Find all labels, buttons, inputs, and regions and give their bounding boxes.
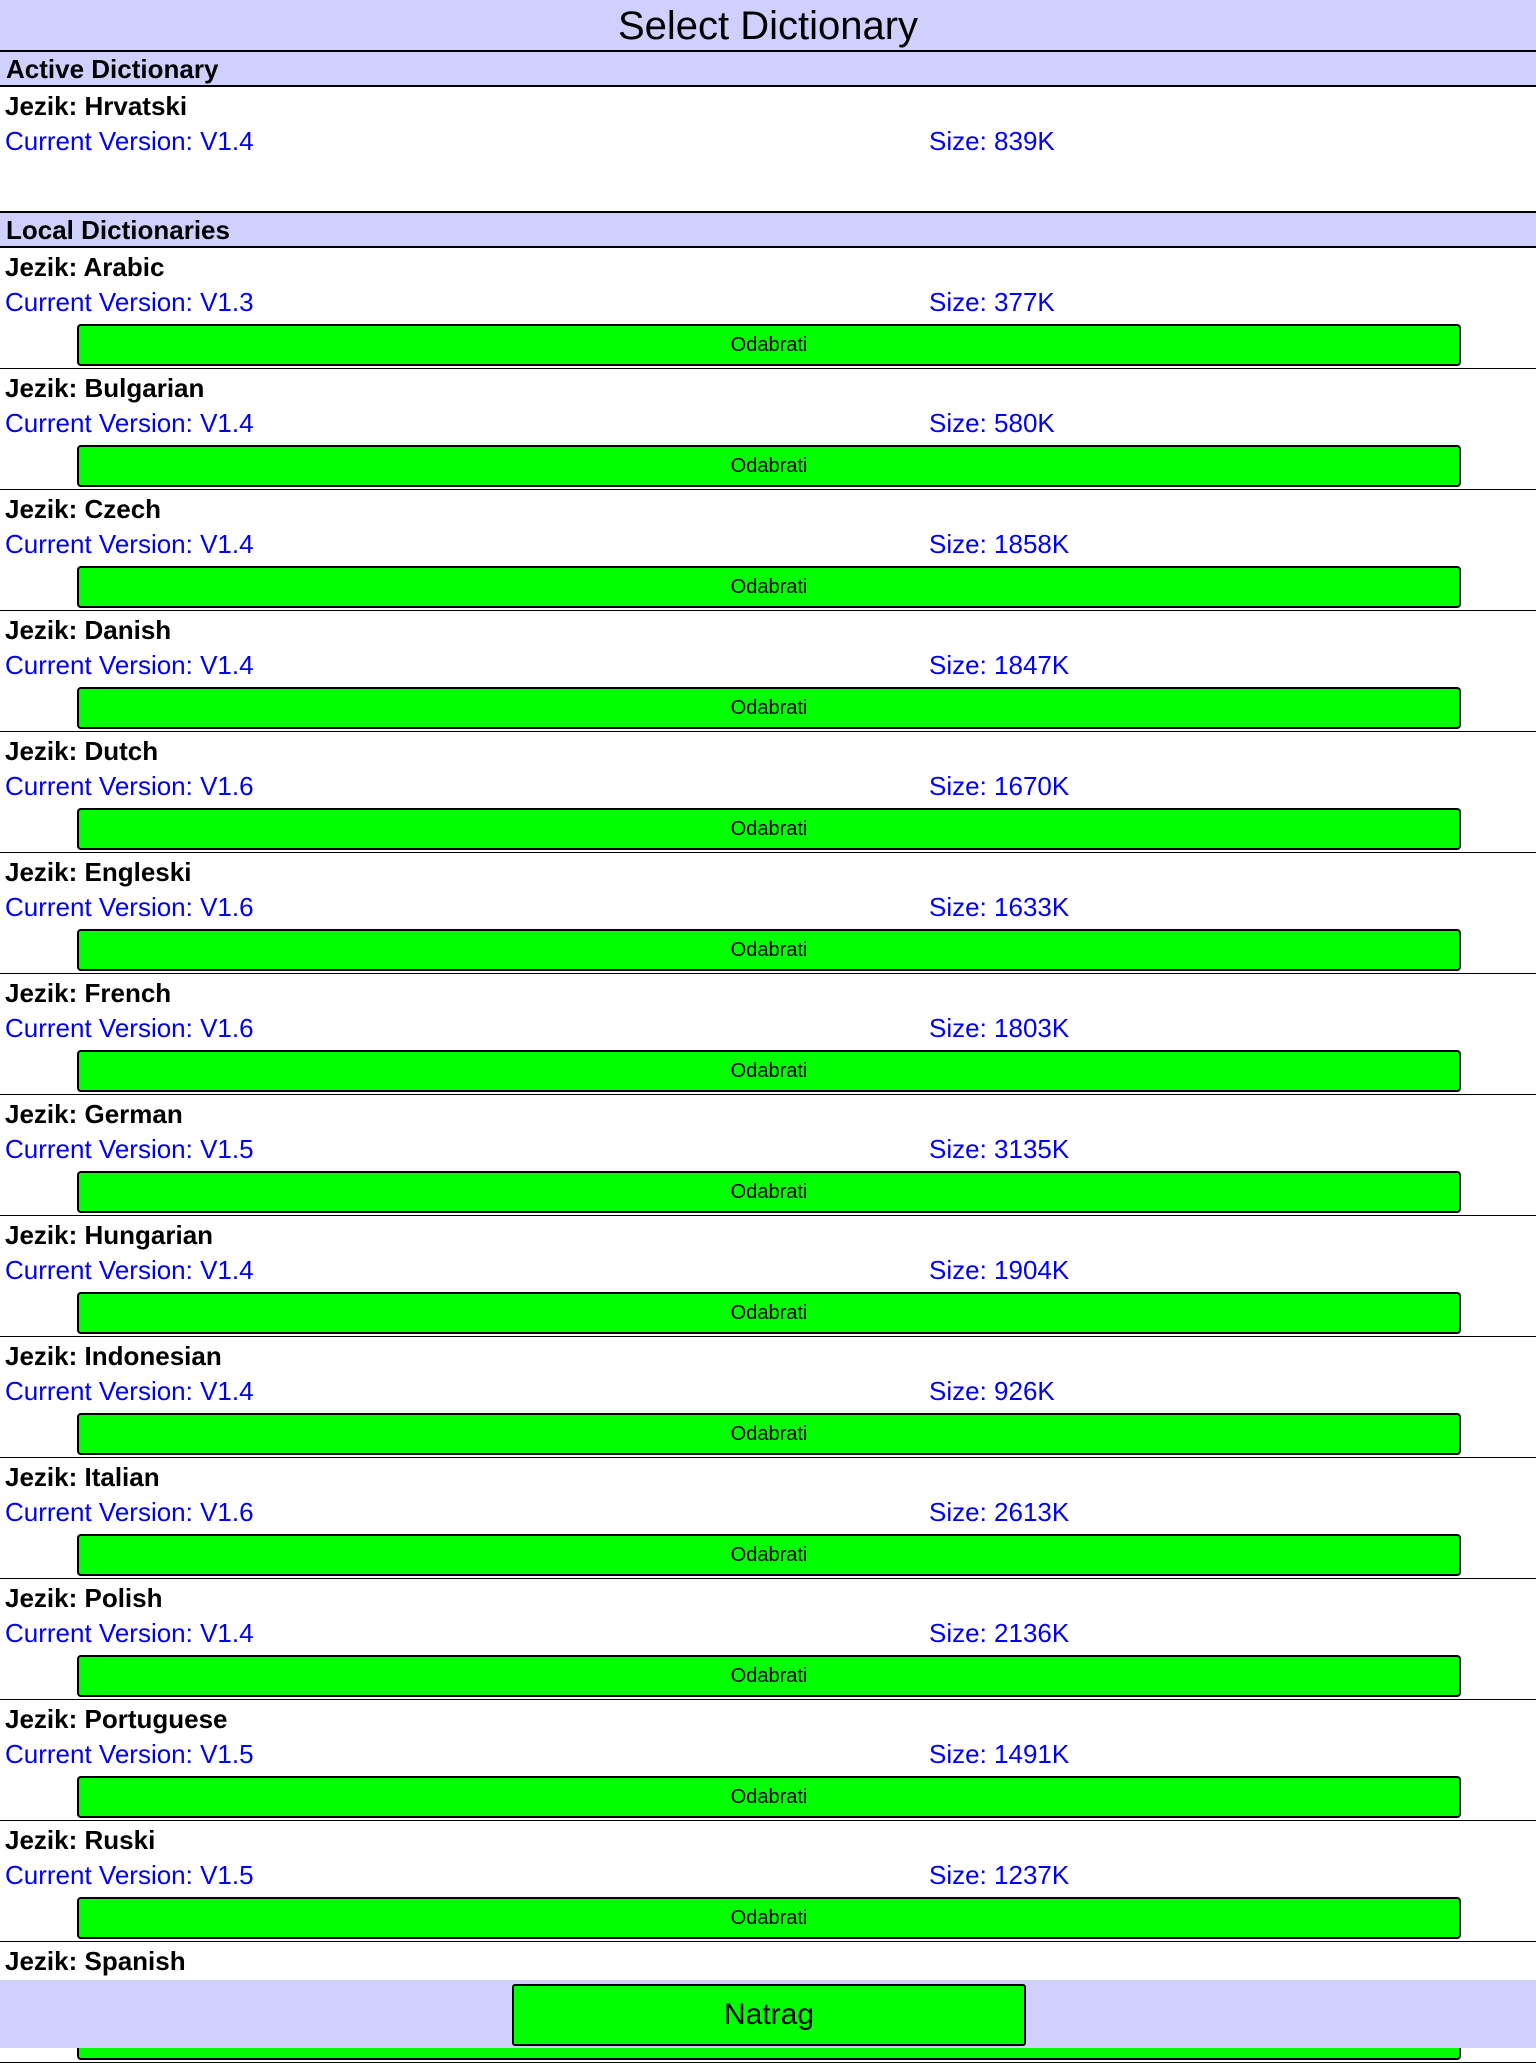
dictionary-version: Current Version: V1.6 (5, 1497, 254, 1527)
dictionary-size: Size: 1670K (929, 771, 1070, 801)
local-dictionaries-header: Local Dictionaries (0, 213, 1536, 248)
select-dictionary-button[interactable]: Odabrati (77, 1050, 1461, 1092)
dictionary-language: Jezik: Indonesian (5, 1341, 222, 1371)
dictionary-version: Current Version: V1.5 (5, 1860, 254, 1890)
dictionary-size: Size: 2136K (929, 1618, 1070, 1648)
back-button[interactable]: Natrag (512, 1984, 1026, 2046)
dictionary-version: Current Version: V1.4 (5, 1255, 254, 1285)
dictionary-entry (0, 1216, 1536, 1337)
dictionary-language: Jezik: Ruski (5, 1825, 156, 1855)
dictionary-language: Jezik: Engleski (5, 857, 192, 887)
active-dictionary-entry (0, 87, 1536, 213)
select-dictionary-button[interactable]: Odabrati (77, 808, 1461, 850)
select-dictionary-button[interactable]: Odabrati (77, 1171, 1461, 1213)
local-dictionaries-list (0, 248, 1536, 2063)
dictionary-language: Jezik: Danish (5, 615, 172, 645)
dictionary-list[interactable] (0, 52, 1536, 1980)
dictionary-entry (0, 1337, 1536, 1458)
dictionary-language: Jezik: Bulgarian (5, 373, 205, 403)
dictionary-version: Current Version: V1.6 (5, 892, 254, 922)
dictionary-size: Size: 1847K (929, 650, 1070, 680)
dictionary-version: Current Version: V1.5 (5, 1134, 254, 1164)
dictionary-size: Size: 1633K (929, 892, 1070, 922)
dictionary-size: Size: 1491K (929, 1739, 1070, 1769)
dictionary-language: Jezik: Polish (5, 1583, 163, 1613)
dictionary-version: Current Version: V1.4 (5, 126, 254, 156)
dictionary-language: Jezik: Hrvatski (5, 91, 188, 121)
dictionary-language: Jezik: French (5, 978, 172, 1008)
active-dictionary-header: Active Dictionary (0, 52, 1536, 87)
dictionary-entry (0, 369, 1536, 490)
dictionary-version: Current Version: V1.4 (5, 529, 254, 559)
dictionary-entry (0, 853, 1536, 974)
select-dictionary-button[interactable]: Odabrati (77, 1292, 1461, 1334)
dictionary-version: Current Version: V1.5 (5, 1739, 254, 1769)
dictionary-language: Jezik: Hungarian (5, 1220, 214, 1250)
dictionary-language: Jezik: Arabic (5, 252, 165, 282)
select-dictionary-button[interactable]: Odabrati (77, 1655, 1461, 1697)
dictionary-language: Jezik: Czech (5, 494, 162, 524)
dictionary-size: Size: 377K (929, 287, 1055, 317)
dictionary-size: Size: 1237K (929, 1860, 1070, 1890)
dictionary-size: Size: 2613K (929, 1497, 1070, 1527)
dictionary-size: Size: 3135K (929, 1134, 1070, 1164)
dictionary-version: Current Version: V1.4 (5, 1376, 254, 1406)
dictionary-entry (0, 1821, 1536, 1942)
select-dictionary-button[interactable]: Odabrati (77, 445, 1461, 487)
dictionary-entry (0, 1700, 1536, 1821)
dictionary-version: Current Version: V1.3 (5, 287, 254, 317)
dictionary-language: Jezik: German (5, 1099, 183, 1129)
dictionary-size: Size: 926K (929, 1376, 1055, 1406)
select-dictionary-button[interactable]: Odabrati (77, 324, 1461, 366)
select-dictionary-button[interactable]: Odabrati (77, 929, 1461, 971)
select-dictionary-button[interactable]: Odabrati (77, 566, 1461, 608)
dictionary-version: Current Version: V1.6 (5, 1013, 254, 1043)
select-dictionary-button[interactable]: Odabrati (77, 1776, 1461, 1818)
dictionary-entry (0, 732, 1536, 853)
dictionary-version: Current Version: V1.4 (5, 650, 254, 680)
dictionary-version: Current Version: V1.6 (5, 771, 254, 801)
dictionary-size: Size: 839K (929, 126, 1055, 156)
select-dictionary-button[interactable]: Odabrati (77, 1413, 1461, 1455)
dictionary-entry (0, 490, 1536, 611)
dictionary-size: Size: 580K (929, 408, 1055, 438)
dictionary-entry (0, 1458, 1536, 1579)
select-dictionary-button[interactable]: Odabrati (77, 1534, 1461, 1576)
footer-bar (0, 1980, 1536, 2048)
dictionary-size: Size: 1803K (929, 1013, 1070, 1043)
dictionary-version: Current Version: V1.4 (5, 1618, 254, 1648)
dictionary-language: Jezik: Italian (5, 1462, 160, 1492)
select-dictionary-button[interactable]: Odabrati (77, 687, 1461, 729)
dictionary-language: Jezik: Spanish (5, 1946, 186, 1976)
dictionary-language: Jezik: Portuguese (5, 1704, 228, 1734)
page-title: Select Dictionary (0, 0, 1536, 52)
dictionary-entry (0, 611, 1536, 732)
dictionary-entry (0, 1095, 1536, 1216)
dictionary-entry (0, 248, 1536, 369)
dictionary-entry (0, 1579, 1536, 1700)
dictionary-size: Size: 1858K (929, 529, 1070, 559)
select-dictionary-button[interactable]: Odabrati (77, 1897, 1461, 1939)
dictionary-entry (0, 974, 1536, 1095)
dictionary-language: Jezik: Dutch (5, 736, 159, 766)
dictionary-version: Current Version: V1.4 (5, 408, 254, 438)
dictionary-size: Size: 1904K (929, 1255, 1070, 1285)
